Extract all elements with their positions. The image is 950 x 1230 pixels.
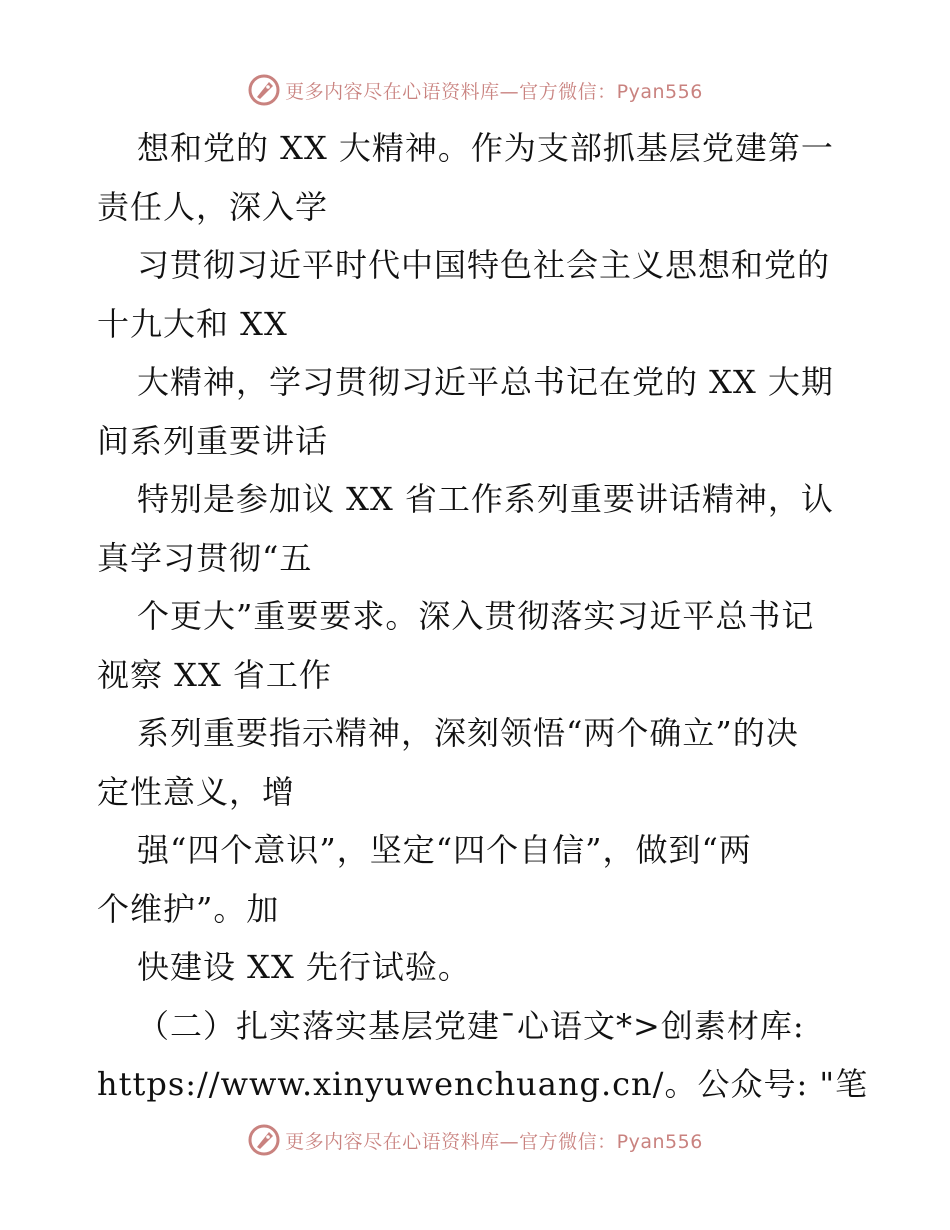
watermark-text: 更多内容尽在心语资料库—官方微信：Pyan556 [285, 1130, 703, 1153]
watermark-footer [0, 1120, 950, 1160]
document-line: 特别是参加议 XX 省工作系列重要讲话精神，认 [137, 480, 834, 518]
watermark-header [0, 70, 950, 110]
document-line: 视察 XX 省工作 [97, 655, 332, 694]
document-line: 个更大”重要要求。深入贯彻落实习近平总书记 [137, 597, 815, 635]
document-line: 真学习贯彻“五 [97, 538, 313, 577]
document-line: 十九大和 XX [97, 304, 288, 343]
document-line: 责任人，深入学 [97, 187, 329, 226]
document-line: 快建设 XX 先行试验。 [137, 948, 471, 986]
document-line: 强“四个意识”，坚定“四个自信”，做到“两 [137, 831, 752, 869]
document-line: 习贯彻习近平时代中国特色社会主义思想和党的 [137, 246, 831, 284]
document-line: （二）扎实落实基层党建¯心语文*>创素材库: [137, 1006, 805, 1045]
pen-nib-logo-icon [247, 1123, 281, 1157]
document-line: 间系列重要讲话 [97, 421, 329, 460]
document-body [97, 124, 869, 1119]
document-line: 大精神，学习贯彻习近平总书记在党的 XX 大期 [137, 363, 834, 401]
watermark-text: 更多内容尽在心语资料库—官方微信：Pyan556 [285, 80, 703, 103]
document-line: 系列重要指示精神，深刻领悟“两个确立”的决 [137, 714, 799, 752]
document-line: 个维护”。加 [97, 889, 280, 928]
document-line: 想和党的 XX 大精神。作为支部抓基层党建第一 [137, 129, 834, 167]
document-line: 定性意义，增 [97, 772, 296, 811]
document-line: https://www.xinyuwenchuang.cn/。公众号: "笔 [97, 1065, 869, 1103]
pen-nib-logo-icon [247, 73, 281, 107]
